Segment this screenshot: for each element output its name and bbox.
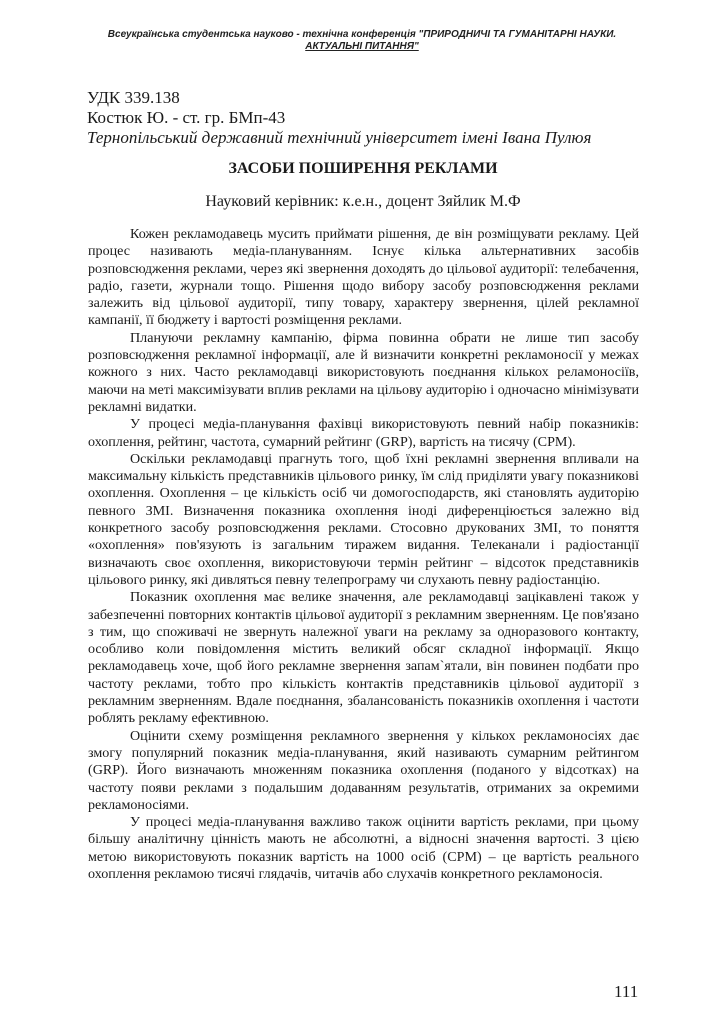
conference-header [40, 29, 684, 53]
body-paragraph: Плануючи рекламну кампанію, фірма повинна обрати не лише тип засобу розповсюдження рекламної інформації, але й визначити конкретні рекламоносії у межах кожного з них. Часто рекламодавці використовують поєднання кількох реламоносіїв, маючи на меті максимізувати вплив реклами на цільову аудиторію і одночасно мінімізувати рекламні видатки. [88, 329, 639, 415]
university-name: Тернопільський державний технічний університет імені Івана Пулюя [87, 128, 592, 147]
body-paragraph: Показник охоплення має велике значення, але рекламодавці зацікавлені також у забезпеченні повторних контактів цільової аудиторії з рекламним зверненням. Це пов'язано з тим, що споживачі не звернуть належної уваги на рекламу за одноразового контакту, особливо коли повідомлення містить великий обсяг складної інформації. Якщо рекламодавець хоче, щоб його рекламне звернення запам`ятали, він повинен подбати про частоту реклами, тобто про кількість контактів представників цільової аудиторії з рекламним зверненням. Вдале поєднання, збалансованість показників охоплення і частоти роблять рекламу ефективною. [88, 589, 639, 727]
body-paragraph: Оскільки рекламодавці прагнуть того, щоб їхні рекламні звернення впливали на максимальну кількість представників цільового ринку, їм слід приділяти увагу показникові охоплення. Охоплення – це кількість осіб чи домогосподарств, які становлять аудиторію певного ЗМІ. Визначення показника охоплення іноді диференціюється залежно від конкретного засобу розповсюдження реклами. Стосовно друкованих ЗМІ, то поняття «охоплення» пов'язують із загальним тиражем видання. Телеканали і радіостанції визначають своє охоплення, використовуючи термін рейтинг – відсоток представників цільового ринку, які дивляться певну телепрограму чи слухають певну радіостанцію. [88, 450, 639, 588]
body-paragraph: Оцінити схему розміщення рекламного звернення у кількох рекламоносіях дає змогу популярний показник медіа-планування, який називають сумарним рейтингом (GRP). Його визначають множенням показника охоплення (поданого у відсотках) на частоту появи реклами з подальшим додаванням результатів, отриманих за окремими рекламоносіями. [88, 727, 639, 813]
body-paragraph: У процесі медіа-планування важливо також оцінити вартість реклами, при цьому більшу аналітичну цінність мають не абсолютні, а відносні значення вартості. З цією метою використовують показник вартість на 1000 осіб (CPM) – це вартість реального охоплення рекламою тисячі глядачів, читачів або слухачів конкретного рекламоносія. [88, 814, 639, 882]
conference-header-line2: АКТУАЛЬНІ ПИТАННЯ" [305, 41, 419, 52]
body-paragraph: У процесі медіа-планування фахівці використовують певний набір показників: охоплення, рейтинг, частота, сумарний рейтинг (GRP), вартість на тисячу (CPM). [88, 416, 639, 450]
article-body [88, 226, 639, 883]
conference-header-line1: Всеукраїнська студентська науково - технічна конференція "ПРИРОДНИЧІ ТА ГУМАНІТАРНІ НАУКИ. [107, 29, 617, 40]
supervisor-line: Науковий керівник: к.е.н., доцент Зяйлик М.Ф [205, 193, 521, 210]
udc-code: УДК 339.138 [87, 88, 180, 107]
author-line: Костюк Ю. - ст. гр. БМп-43 [87, 108, 286, 127]
article-title: ЗАСОБИ ПОШИРЕННЯ РЕКЛАМИ [228, 160, 498, 177]
article-meta [87, 88, 647, 148]
body-paragraph: Кожен рекламодавець мусить приймати рішення, де він розміщувати рекламу. Цей процес називають медіа-плануванням. Існує кілька альтернативних засобів розповсюдження реклами, через які звернення доходять до цільової аудиторії: телебачення, радіо, газети, журнали тощо. Рішення щодо вибору засобу розповсюдження реклами залежить від цільової аудиторії, типу товару, характеру звернення, цілей рекламної кампанії, її бюджету і вартості розміщення реклами. [88, 226, 639, 329]
page-number: 111 [614, 982, 639, 1001]
